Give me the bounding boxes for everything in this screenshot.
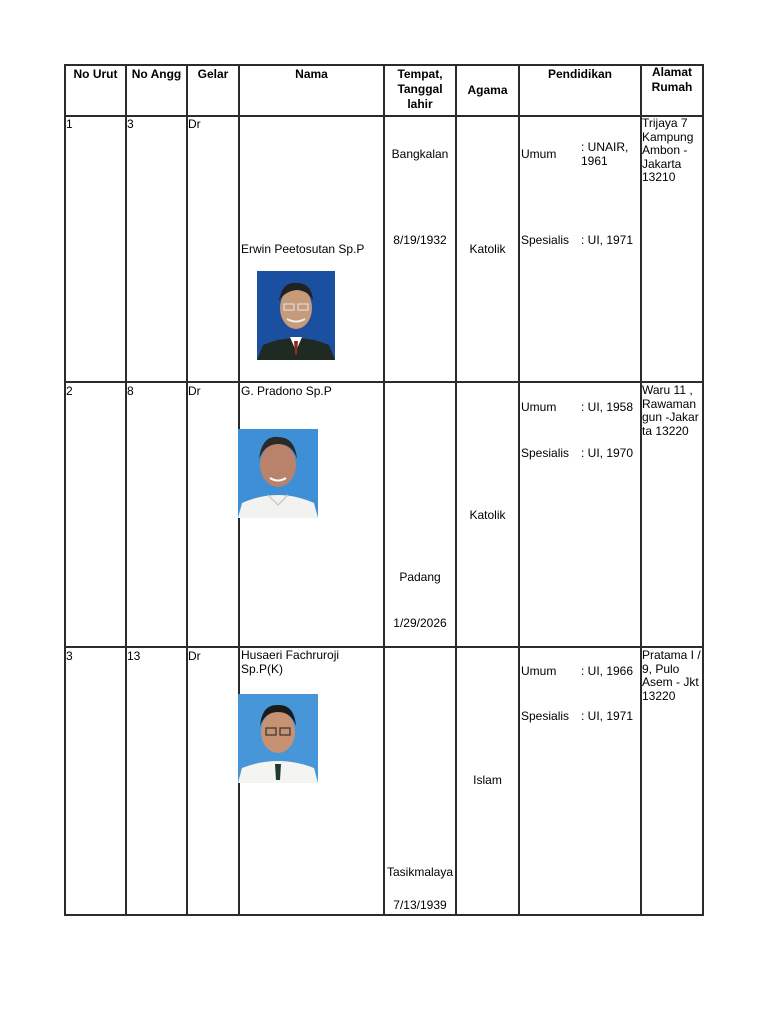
header-no-urut: No Urut bbox=[73, 67, 118, 81]
grid-line bbox=[125, 64, 127, 916]
cell-spesialis-value: : UI, 1971 bbox=[581, 233, 634, 247]
member-photo bbox=[238, 694, 318, 783]
grid-line bbox=[455, 64, 457, 916]
portrait-icon bbox=[257, 271, 335, 360]
cell-umum-label: Umum bbox=[521, 400, 557, 414]
cell-tempat: Bangkalan bbox=[391, 147, 449, 161]
cell-gelar: Dr bbox=[188, 649, 201, 663]
cell-no-urut: 3 bbox=[66, 649, 73, 663]
cell-spesialis-label: Spesialis bbox=[521, 709, 570, 723]
grid-line bbox=[64, 914, 704, 916]
cell-no-urut: 1 bbox=[66, 117, 73, 131]
grid-line bbox=[64, 381, 704, 383]
grid-line bbox=[64, 64, 66, 916]
cell-nama: G. Pradono Sp.P bbox=[241, 384, 332, 398]
portrait-icon bbox=[238, 694, 318, 783]
header-gelar: Gelar bbox=[197, 67, 229, 81]
cell-umum-value: : UI, 1958 bbox=[581, 400, 634, 414]
cell-no-angg: 3 bbox=[127, 117, 134, 131]
cell-tempat: Padang bbox=[399, 570, 441, 584]
grid-line bbox=[64, 115, 704, 117]
cell-alamat: Waru 11 , Rawamangun -Jakarta 13220 bbox=[642, 383, 699, 438]
cell-tanggal: 7/13/1939 bbox=[393, 898, 447, 912]
grid-line bbox=[518, 64, 520, 916]
grid-line bbox=[702, 64, 704, 916]
cell-gelar: Dr bbox=[188, 117, 201, 131]
cell-alamat: Pratama I / 9, Pulo Asem - Jkt 13220 bbox=[642, 648, 701, 703]
cell-gelar: Dr bbox=[188, 384, 201, 398]
cell-no-angg: 13 bbox=[127, 649, 141, 663]
cell-no-angg: 8 bbox=[127, 384, 134, 398]
header-alamat-rumah: Alamat Rumah bbox=[651, 65, 693, 94]
cell-spesialis-value: : UI, 1970 bbox=[581, 446, 634, 460]
cell-nama: Husaeri Fachruroji Sp.P(K) bbox=[241, 648, 340, 676]
cell-spesialis-label: Spesialis bbox=[521, 446, 570, 460]
cell-agama: Katolik bbox=[469, 242, 506, 256]
portrait-icon bbox=[238, 429, 318, 518]
cell-tempat: Tasikmalaya bbox=[386, 865, 454, 879]
cell-umum-label: Umum bbox=[521, 664, 557, 678]
grid-line bbox=[64, 646, 704, 648]
cell-nama: Erwin Peetosutan Sp.P bbox=[241, 242, 365, 256]
cell-spesialis-value: : UI, 1971 bbox=[581, 709, 634, 723]
header-no-angg: No Angg bbox=[131, 67, 182, 81]
cell-agama: Islam bbox=[473, 773, 502, 787]
cell-umum-value: : UNAIR, 1961 bbox=[581, 140, 629, 168]
cell-spesialis-label: Spesialis bbox=[521, 233, 570, 247]
member-photo bbox=[257, 271, 335, 360]
cell-tanggal: 1/29/2026 bbox=[393, 616, 447, 630]
grid-line bbox=[640, 64, 642, 916]
cell-agama: Katolik bbox=[469, 508, 506, 522]
cell-umum-value: : UI, 1966 bbox=[581, 664, 634, 678]
cell-tanggal: 8/19/1932 bbox=[393, 233, 447, 247]
cell-alamat: Trijaya 7 Kampung Ambon - Jakarta 13210 bbox=[642, 116, 694, 184]
header-agama: Agama bbox=[467, 83, 508, 97]
header-pendidikan: Pendidikan bbox=[547, 67, 612, 81]
cell-umum-label: Umum bbox=[521, 147, 557, 161]
member-photo bbox=[238, 429, 318, 518]
member-table bbox=[64, 64, 704, 916]
grid-line bbox=[186, 64, 188, 916]
grid-line bbox=[383, 64, 385, 916]
header-tempat-tanggal-lahir: Tempat, Tanggal lahir bbox=[397, 67, 443, 111]
cell-no-urut: 2 bbox=[66, 384, 73, 398]
header-nama: Nama bbox=[295, 67, 328, 81]
